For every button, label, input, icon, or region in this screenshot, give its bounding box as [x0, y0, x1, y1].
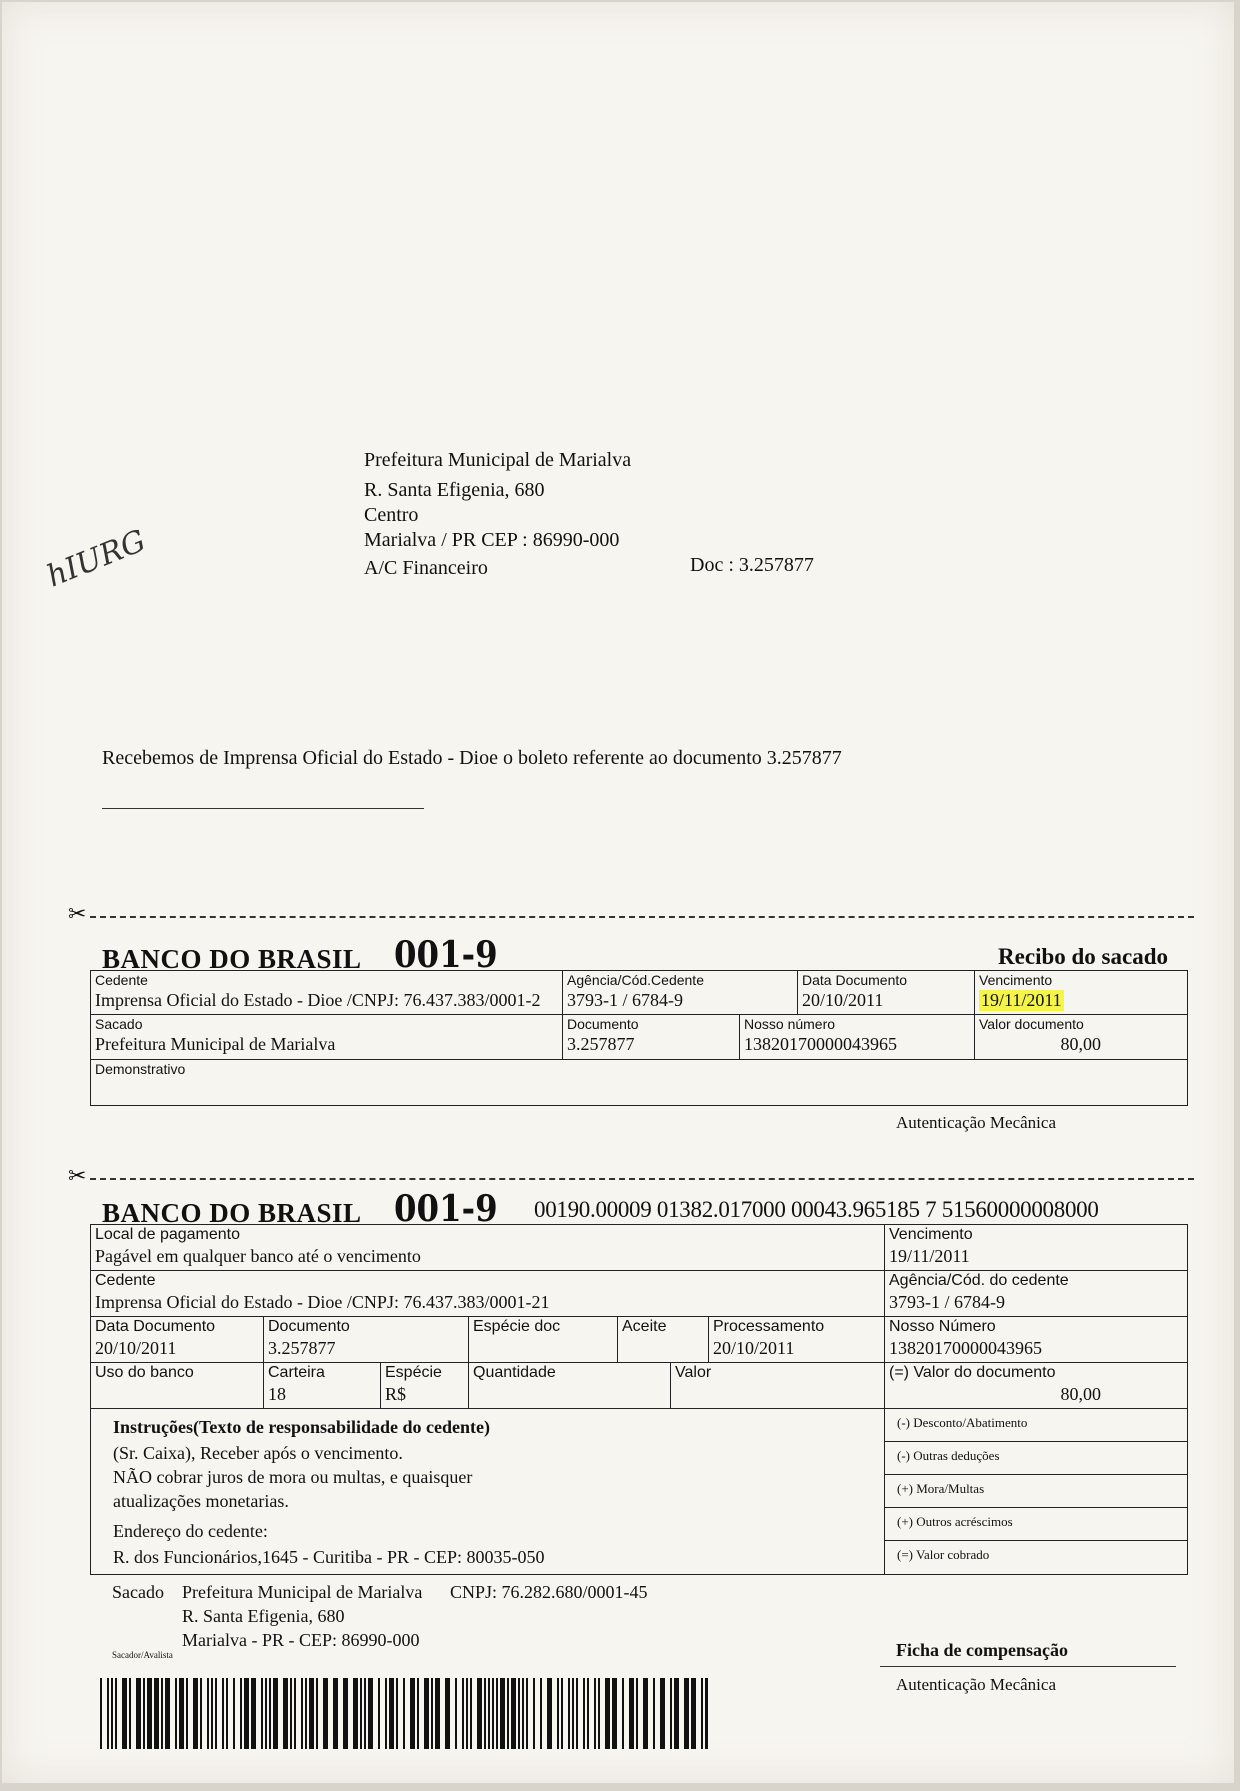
field-value: Imprensa Oficial do Estado - Dioe /CNPJ: 76.437.383/0001-2: [95, 990, 541, 1010]
barcode-bar: [612, 1678, 617, 1749]
recibo-bank-name: BANCO DO BRASIL: [102, 944, 362, 974]
vencimento-highlight: 19/11/2011: [981, 990, 1062, 1010]
address-line-4: Marialva / PR CEP : 86990-000: [364, 529, 620, 551]
field-label: Nosso número: [744, 1016, 836, 1032]
recibo-autenticacao: Autenticação Mecânica: [896, 1113, 1056, 1132]
barcode-bar: [161, 1678, 163, 1749]
barcode-bar: [636, 1678, 638, 1749]
field-label: Quantidade: [473, 1364, 556, 1381]
recibo-data-doc-cell: [797, 970, 975, 1015]
barcode-bar: [115, 1678, 117, 1749]
field-label: Carteira: [268, 1364, 325, 1381]
address-line-1: Prefeitura Municipal de Marialva: [364, 449, 632, 471]
field-label: Sacado: [95, 1016, 143, 1032]
barcode-bar: [222, 1678, 224, 1749]
barcode-bar: [477, 1678, 482, 1749]
field-label: Documento: [268, 1318, 350, 1335]
barcode-bar: [186, 1678, 188, 1749]
sacador-avalista-label: Sacador/Avalista: [112, 1650, 173, 1660]
barcode-bar: [233, 1678, 235, 1749]
recibo-table: [90, 970, 1188, 1106]
barcode-bar: [353, 1678, 358, 1749]
endereco-cedente: [113, 1519, 545, 1569]
barcode-bar: [273, 1678, 278, 1749]
barcode-bar: [305, 1678, 307, 1749]
local-pagamento-cell: [90, 1224, 885, 1271]
barcode-bar: [424, 1678, 429, 1749]
field-label: Data Documento: [802, 972, 908, 988]
barcode-bar: [193, 1678, 198, 1749]
field-value: 80,00: [1060, 1384, 1101, 1404]
field-label: Cedente: [95, 1272, 156, 1289]
ficha-nosso-numero-cell: [884, 1316, 1188, 1363]
receipt-statement: Recebemos de Imprensa Oficial do Estado - Dioe o boleto referente ao documento 3.257877: [102, 747, 842, 769]
barcode-bar: [265, 1678, 267, 1749]
barcode-bar: [368, 1678, 373, 1749]
field-value: 3.257877: [567, 1034, 635, 1054]
barcode-bar: [364, 1678, 366, 1749]
ficha-agencia-cell: [884, 1270, 1188, 1317]
barcode-bar: [598, 1678, 600, 1749]
barcode-bar: [445, 1678, 450, 1749]
boleto-page: [2, 2, 1234, 1783]
barcode-bar: [466, 1678, 468, 1749]
barcode-bar: [492, 1678, 494, 1749]
barcode-bar: [261, 1678, 263, 1749]
barcode-bar: [207, 1678, 209, 1749]
recibo-agencia-cell: [562, 970, 798, 1015]
barcode-bar: [211, 1678, 213, 1749]
barcode-bar: [165, 1678, 170, 1749]
barcode-bar: [533, 1678, 535, 1749]
desconto-cell: [884, 1408, 1188, 1442]
barcode-bar: [629, 1678, 634, 1749]
barcode-bar: [107, 1678, 109, 1749]
instrucoes-cell: [90, 1408, 885, 1575]
barcode-bar: [378, 1678, 380, 1749]
barcode-bar: [496, 1678, 498, 1749]
barcode-bar: [316, 1678, 318, 1749]
field-label: Local de pagamento: [95, 1226, 240, 1243]
field-label: Demonstrativo: [95, 1061, 186, 1077]
field-label: Espécie: [385, 1364, 442, 1381]
field-label: Vencimento: [889, 1226, 973, 1243]
barcode-bar: [540, 1678, 542, 1749]
barcode-bar: [290, 1678, 292, 1749]
barcode-bar: [594, 1678, 596, 1749]
sacado-label: Sacado: [112, 1582, 164, 1602]
field-label: (=) Valor do documento: [889, 1364, 1056, 1381]
recibo-cedente-cell: [90, 970, 563, 1015]
barcode-bar: [674, 1678, 679, 1749]
barcode-bar: [557, 1678, 559, 1749]
sacado-name: Prefeitura Municipal de Marialva: [182, 1582, 423, 1602]
recipient-address: [364, 448, 631, 581]
barcode-bar: [576, 1678, 578, 1749]
ficha-documento-cell: [263, 1316, 469, 1363]
ficha-cedente-cell: [90, 1270, 885, 1317]
barcode-bar: [389, 1678, 394, 1749]
barcode-bar: [572, 1678, 574, 1749]
barcode-bar: [561, 1678, 563, 1749]
outros-acrescimos-cell: [884, 1507, 1188, 1541]
barcode-bar: [507, 1678, 509, 1749]
field-label: (+) Mora/Multas: [897, 1481, 985, 1496]
field-value: 20/10/2011: [713, 1338, 795, 1358]
barcode-bar: [240, 1678, 242, 1749]
barcode-bar: [251, 1678, 256, 1749]
field-value: 3.257877: [268, 1338, 336, 1358]
barcode-bar: [431, 1678, 433, 1749]
field-label: Data Documento: [95, 1318, 216, 1335]
barcode-bar: [215, 1678, 217, 1749]
sacado-city: Marialva - PR - CEP: 86990-000: [182, 1630, 420, 1650]
cut-line: [90, 1178, 1194, 1180]
field-label: (-) Desconto/Abatimento: [897, 1415, 1028, 1430]
field-label: Vencimento: [979, 972, 1053, 988]
ficha-processamento-cell: [708, 1316, 885, 1363]
instrucoes-text: [113, 1441, 472, 1513]
barcode-bar: [526, 1678, 528, 1749]
instrucao-line: NÃO cobrar juros de mora ou multas, e quaisquer: [113, 1467, 473, 1487]
field-value: 13820170000043965: [889, 1338, 1042, 1358]
field-label: (+) Outros acréscimos: [897, 1514, 1013, 1529]
recibo-documento-cell: [562, 1014, 740, 1060]
barcode-bar: [705, 1678, 708, 1749]
field-label: Cedente: [95, 972, 148, 988]
barcode-bar: [122, 1678, 127, 1749]
sacado-cnpj: CNPJ: 76.282.680/0001-45: [450, 1582, 648, 1602]
barcode-bar: [301, 1678, 303, 1749]
recibo-bank-code: 001-9: [394, 934, 498, 976]
instrucoes-title: Instruções(Texto de responsabilidade do cedente): [113, 1417, 491, 1437]
field-label: Nosso Número: [889, 1318, 996, 1335]
barcode-bar: [518, 1678, 520, 1749]
barcode-bar: [691, 1678, 696, 1749]
ficha-valor-documento-cell: [884, 1362, 1188, 1409]
barcode: [100, 1678, 708, 1749]
barcode-bar: [462, 1678, 464, 1749]
ficha-table: [90, 1224, 1188, 1575]
barcode-bar: [568, 1678, 570, 1749]
field-label: Valor documento: [979, 1016, 1084, 1032]
barcode-bar: [283, 1678, 288, 1749]
endereco-label: Endereço do cedente:: [113, 1521, 268, 1541]
field-label: Espécie doc: [473, 1318, 561, 1335]
barcode-bar: [511, 1678, 516, 1749]
barcode-bar: [100, 1678, 102, 1749]
field-value: 19/11/2011: [889, 1246, 970, 1266]
field-value: 13820170000043965: [744, 1034, 897, 1054]
instrucao-line: (Sr. Caixa), Receber após o vencimento.: [113, 1443, 403, 1463]
cut-line: [90, 916, 1194, 918]
ficha-aceite-cell: [617, 1316, 709, 1363]
field-value: 80,00: [1060, 1034, 1101, 1054]
barcode-bar: [147, 1678, 152, 1749]
barcode-bar: [333, 1678, 338, 1749]
endereco-value: R. dos Funcionários,1645 - Curitiba - PR - CEP: 80035-050: [113, 1547, 545, 1567]
instrucao-line: atualizações monetarias.: [113, 1491, 289, 1511]
barcode-bar: [200, 1678, 202, 1749]
ficha-bank-code: 001-9: [394, 1188, 498, 1230]
scissors-icon: ✂: [68, 1164, 87, 1189]
field-label: Processamento: [713, 1318, 825, 1335]
barcode-bar: [309, 1678, 314, 1749]
ficha-uso-banco-cell: [90, 1362, 264, 1409]
barcode-bar: [500, 1678, 505, 1749]
barcode-bar: [435, 1678, 440, 1749]
recibo-valor-cell: [974, 1014, 1188, 1060]
ficha-compensacao-title: Ficha de compensação: [896, 1640, 1068, 1660]
barcode-bar: [643, 1678, 648, 1749]
barcode-bar: [154, 1678, 159, 1749]
recibo-demonstrativo-cell: [90, 1059, 1188, 1106]
field-label: Uso do banco: [95, 1364, 194, 1381]
field-value: R$: [385, 1384, 407, 1404]
ficha-autenticacao: Autenticação Mecânica: [896, 1675, 1056, 1694]
barcode-bar: [226, 1678, 228, 1749]
barcode-bar: [129, 1678, 131, 1749]
ficha-quantidade-cell: [468, 1362, 671, 1409]
barcode-bar: [484, 1678, 486, 1749]
ficha-bank-name: BANCO DO BRASIL: [102, 1198, 362, 1228]
recibo-title: Recibo do sacado: [998, 944, 1168, 969]
field-value: Pagável em qualquer banco até o vencimento: [95, 1246, 421, 1266]
ficha-carteira-cell: [263, 1362, 381, 1409]
barcode-bar: [385, 1678, 387, 1749]
scissors-icon: ✂: [68, 902, 87, 927]
field-value: Imprensa Oficial do Estado - Dioe /CNPJ: 76.437.383/0001-21: [95, 1292, 550, 1312]
field-value: 3793-1 / 6784-9: [567, 990, 683, 1010]
field-label: (-) Outras deduções: [897, 1448, 1000, 1463]
barcode-bar: [179, 1678, 184, 1749]
barcode-bar: [294, 1678, 296, 1749]
barcode-bar: [587, 1678, 589, 1749]
ficha-especie-cell: [380, 1362, 469, 1409]
address-line-2: R. Santa Efigenia, 680: [364, 479, 545, 501]
field-value: 18: [268, 1384, 286, 1404]
ficha-vencimento-cell: [884, 1224, 1188, 1271]
barcode-bar: [403, 1678, 405, 1749]
barcode-bar: [323, 1678, 328, 1749]
barcode-bar: [684, 1678, 689, 1749]
barcode-bar: [269, 1678, 271, 1749]
field-label: Documento: [567, 1016, 639, 1032]
barcode-bar: [244, 1678, 249, 1749]
barcode-bar: [175, 1678, 177, 1749]
barcode-bar: [701, 1678, 703, 1749]
barcode-bar: [396, 1678, 398, 1749]
barcode-bar: [547, 1678, 552, 1749]
field-label: Aceite: [622, 1318, 667, 1335]
barcode-bar: [111, 1678, 113, 1749]
field-label: Agência/Cód.Cedente: [567, 972, 704, 988]
barcode-bar: [583, 1678, 585, 1749]
field-value: 3793-1 / 6784-9: [889, 1292, 1005, 1312]
ficha-valor-cell: [670, 1362, 885, 1409]
barcode-bar: [143, 1678, 145, 1749]
barcode-bar: [522, 1678, 524, 1749]
recibo-nosso-numero-cell: [739, 1014, 975, 1060]
barcode-bar: [470, 1678, 472, 1749]
barcode-bar: [622, 1678, 624, 1749]
doc-number: Doc : 3.257877: [690, 554, 814, 576]
field-label: Agência/Cód. do cedente: [889, 1272, 1069, 1289]
barcode-bar: [605, 1678, 610, 1749]
ficha-rule: [880, 1666, 1176, 1667]
barcode-bar: [343, 1678, 348, 1749]
field-value: 20/10/2011: [95, 1338, 177, 1358]
handwritten-note: hIURG: [42, 523, 151, 595]
barcode-bar: [670, 1678, 672, 1749]
barcode-bar: [455, 1678, 457, 1749]
ficha-especie-doc-cell: [468, 1316, 618, 1363]
address-line-3: Centro: [364, 504, 419, 526]
ficha-data-doc-cell: [90, 1316, 264, 1363]
signature-line: [102, 808, 424, 809]
field-label: (=) Valor cobrado: [897, 1547, 990, 1562]
field-value: Prefeitura Municipal de Marialva: [95, 1034, 336, 1054]
mora-multas-cell: [884, 1474, 1188, 1508]
barcode-bar: [653, 1678, 655, 1749]
barcode-bar: [360, 1678, 362, 1749]
barcode-bar: [136, 1678, 141, 1749]
address-line-5: A/C Financeiro: [364, 557, 488, 579]
recibo-vencimento-cell: [974, 970, 1188, 1015]
outras-deducoes-cell: [884, 1441, 1188, 1475]
barcode-bar: [410, 1678, 415, 1749]
sacado-street: R. Santa Efigenia, 680: [182, 1606, 345, 1626]
barcode-bar: [660, 1678, 665, 1749]
field-label: Valor: [675, 1364, 712, 1381]
valor-cobrado-cell: [884, 1540, 1188, 1575]
linha-digitavel: 00190.00009 01382.017000 00043.965185 7 51560000008000: [534, 1197, 1099, 1222]
field-value: 20/10/2011: [802, 990, 884, 1010]
barcode-bar: [417, 1678, 419, 1749]
barcode-bar: [488, 1678, 490, 1749]
recibo-sacado-cell: [90, 1014, 563, 1060]
